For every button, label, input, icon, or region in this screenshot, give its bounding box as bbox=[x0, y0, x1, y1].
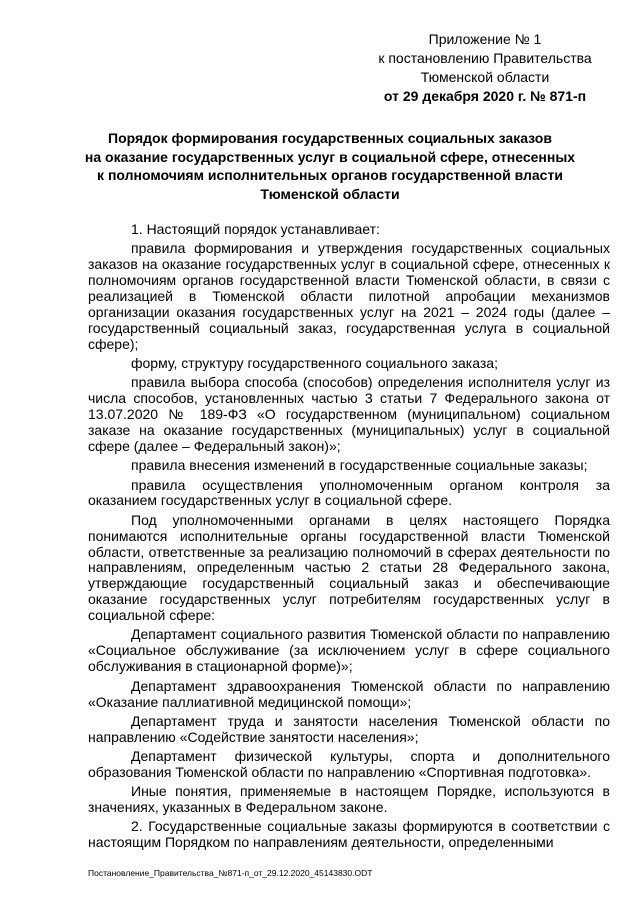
title-line-3: к полномочиям исполнительных органов государственной власти bbox=[97, 167, 563, 183]
file-name-footer: Постановление_Правительства_№871-п_от_29.12.2020_45143830.ODT bbox=[88, 868, 373, 878]
paragraph: форму, структуру государственного социального заказа; bbox=[131, 355, 498, 372]
paragraph: правила формирования и утверждения государственных социальных заказов на оказание государственных услуг в социальной сфере, отнесенных к полномочиям органов государственной власти Тюменской области, в связи с реализацией в Тюменской области пилотной апробации механизмов организации оказания государственных услуг на 2021 – 2024 годы (далее – государственный социальный заказ, государственная услуга в социальной сфере); bbox=[88, 240, 610, 352]
appendix-number: Приложение № 1 bbox=[428, 31, 542, 47]
title-line-4: Тюменской области bbox=[260, 185, 400, 202]
paragraph: Иные понятия, применяемые в настоящем Порядке, используются в значениях, указанных в Федеральном законе. bbox=[88, 783, 610, 816]
appendix-header bbox=[360, 30, 610, 106]
paragraph: Департамент здравоохранения Тюменской области по направлению «Оказание паллиативной медицинской помощи»; bbox=[88, 677, 610, 710]
appendix-date-number: от 29 декабря 2020 г. № 871-п bbox=[383, 88, 587, 104]
document-title bbox=[60, 129, 600, 203]
paragraph: Департамент социального развития Тюменской области по направлению «Социальное обслуживание (за исключением услуг в сфере социального обслуживания в стационарной форме)»; bbox=[88, 626, 610, 675]
paragraph: 1. Настоящий порядок устанавливает: bbox=[131, 221, 380, 237]
paragraph: Департамент труда и занятости населения Тюменской области по направлению «Содействие занятости населения»; bbox=[88, 712, 610, 745]
appendix-resolution-line: к постановлению Правительства bbox=[378, 50, 592, 66]
appendix-region-line: Тюменской области bbox=[420, 69, 550, 85]
paragraph: Департамент физической культуры, спорта и дополнительного образования Тюменской области по направлению «Спортивная подготовка». bbox=[88, 748, 610, 780]
paragraph: правила внесения изменений в государственные социальные заказы; bbox=[131, 457, 588, 474]
paragraph: правила осуществления уполномоченным органом контроля за оказанием государственных услуг в социальной сфере. bbox=[88, 476, 610, 509]
paragraph: 2. Государственные социальные заказы формируются в соответствии с настоящим Порядком по направлениям деятельности, определенными bbox=[88, 818, 610, 851]
title-line-1: Порядок формирования государственных социальных заказов bbox=[108, 130, 552, 146]
document-body bbox=[88, 222, 610, 855]
paragraph: Под уполномоченными органами в целях настоящего Порядка понимаются исполнительные органы государственной власти Тюменской области, ответственные за реализацию полномочий в сферах деятельности по направлениям, определенным частью 2 статьи 28 Федерального закона, утверждающие государственный социальный заказ и обеспечивающие оказание государственных услуг потребителям государственных услуг в социальной сфере: bbox=[88, 511, 610, 624]
paragraph: правила выбора способа (способов) определения исполнителя услуг из числа способов, установленных частью 3 статьи 7 Федерального закона от 13.07.2020 № 189-ФЗ «О государственном (муниципальном) социальном заказе на оказание государственных (муниципальных) услуг в социальной сфере (далее – Федеральный закон)»; bbox=[88, 374, 610, 454]
title-line-2: на оказание государственных услуг в социальной сфере, отнесенных bbox=[84, 148, 576, 165]
